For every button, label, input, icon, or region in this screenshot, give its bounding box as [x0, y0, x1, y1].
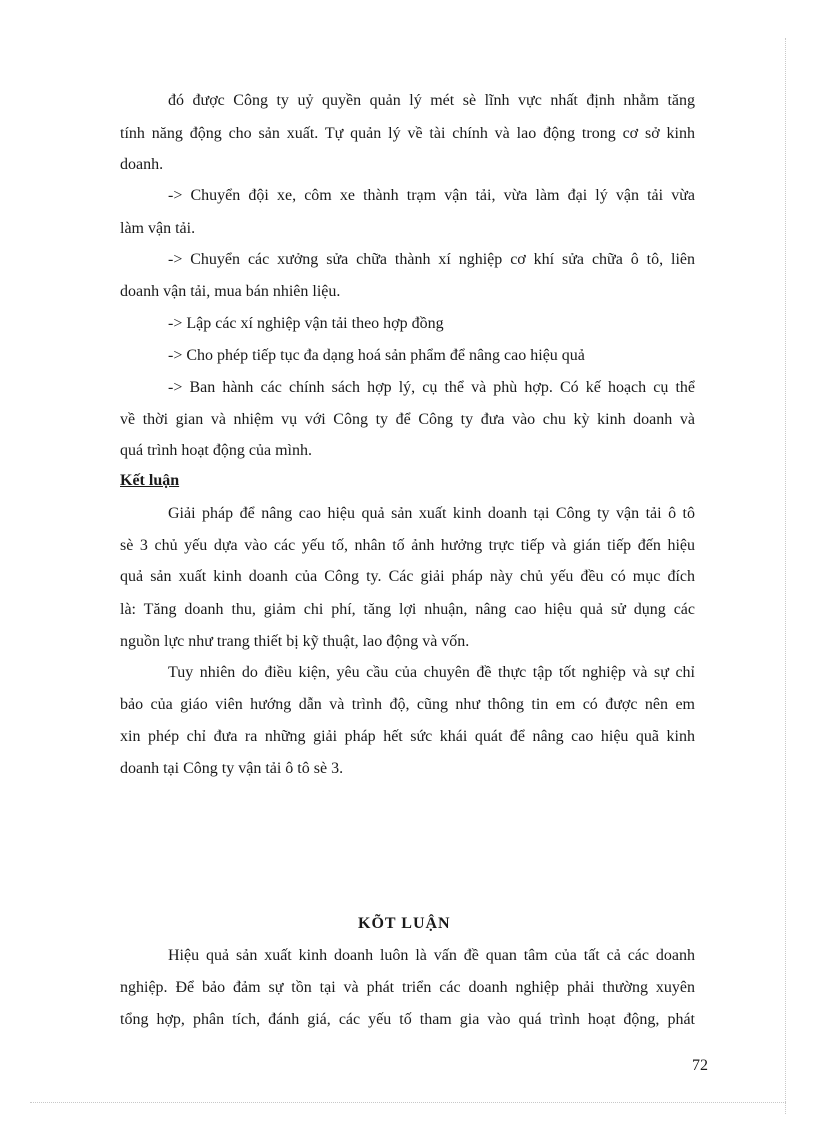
text-line-12: quá trình hoạt động của mình.	[120, 442, 312, 459]
text-line-2: tính năng động cho sản xuất. Tự quản lý về tài chính và lao động trong cơ sở kinh	[120, 125, 695, 142]
text-line-7: doanh vận tải, mua bán nhiên liệu.	[120, 283, 341, 300]
text-line-1: đó được Công ty uỷ quyền quản lý mét sè lĩnh vực nhất định nhằm tăng	[168, 92, 695, 109]
text-line-19: Tuy nhiên do điều kiện, yêu cầu của chuyên đề thực tập tốt nghiệp và sự chỉ	[168, 664, 695, 681]
page-border-right	[785, 38, 786, 1114]
text-line-8: -> Lập các xí nghiệp vận tải theo hợp đồng	[168, 315, 444, 332]
text-line-9: -> Cho phép tiếp tục đa dạng hoá sản phẩm để nâng cao hiệu quả	[168, 347, 585, 364]
text-line-5: làm vận tải.	[120, 220, 196, 237]
text-line-10: -> Ban hành các chính sách hợp lý, cụ thể và phù hợp. Có kế hoạch cụ thể	[168, 379, 695, 396]
text-line-21: xin phép chỉ đưa ra những giải pháp hết sức khái quát để nâng cao hiệu quã kinh	[120, 728, 695, 745]
text-line-15: sè 3 chủ yếu dựa vào các yếu tố, nhân tố ảnh hưởng trực tiếp và gián tiếp đến hiệu	[120, 537, 695, 554]
page-border-bottom	[30, 1102, 786, 1103]
text-line-20: bảo của giáo viên hướng dẫn và trình độ, cũng như thông tin em có được nên em	[120, 696, 695, 713]
text-line-11: về thời gian và nhiệm vụ với Công ty để Công ty đưa vào chu kỳ kinh doanh và	[120, 411, 695, 428]
text-line-3: doanh.	[120, 156, 164, 173]
text-line-17: là: Tăng doanh thu, giảm chi phí, tăng lợi nhuận, nâng cao hiệu quả sử dụng các	[120, 601, 695, 618]
text-line-26: tổng hợp, phân tích, đánh giá, các yếu tố tham gia vào quá trình hoạt động, phát	[120, 1011, 695, 1028]
text-line-4: -> Chuyển đội xe, côm xe thành trạm vận tải, vừa làm đại lý vận tải vừa	[168, 187, 695, 204]
text-line-25: nghiệp. Để bảo đảm sự tồn tại và phát triển các doanh nghiệp phải thường xuyên	[120, 979, 695, 996]
text-line-14: Giải pháp để nâng cao hiệu quả sản xuất kinh doanh tại Công ty vận tải ô tô	[168, 505, 695, 522]
chapter-title: KÕT LUẬN	[358, 915, 451, 932]
text-line-18: nguồn lực như trang thiết bị kỹ thuật, lao động và vốn.	[120, 633, 470, 650]
section-heading: Kết luận	[120, 472, 180, 489]
text-line-16: quả sản xuất kinh doanh của Công ty. Các giải pháp này chủ yếu đều có mục đích	[120, 568, 695, 585]
page-number: 72	[692, 1057, 708, 1074]
text-line-6: -> Chuyển các xưởng sửa chữa thành xí nghiệp cơ khí sửa chữa ô tô, liên	[168, 251, 695, 268]
text-line-22: doanh tại Công ty vận tải ô tô sè 3.	[120, 760, 344, 777]
text-line-24: Hiệu quả sản xuất kinh doanh luôn là vấn đề quan tâm của tất cả các doanh	[168, 947, 695, 964]
